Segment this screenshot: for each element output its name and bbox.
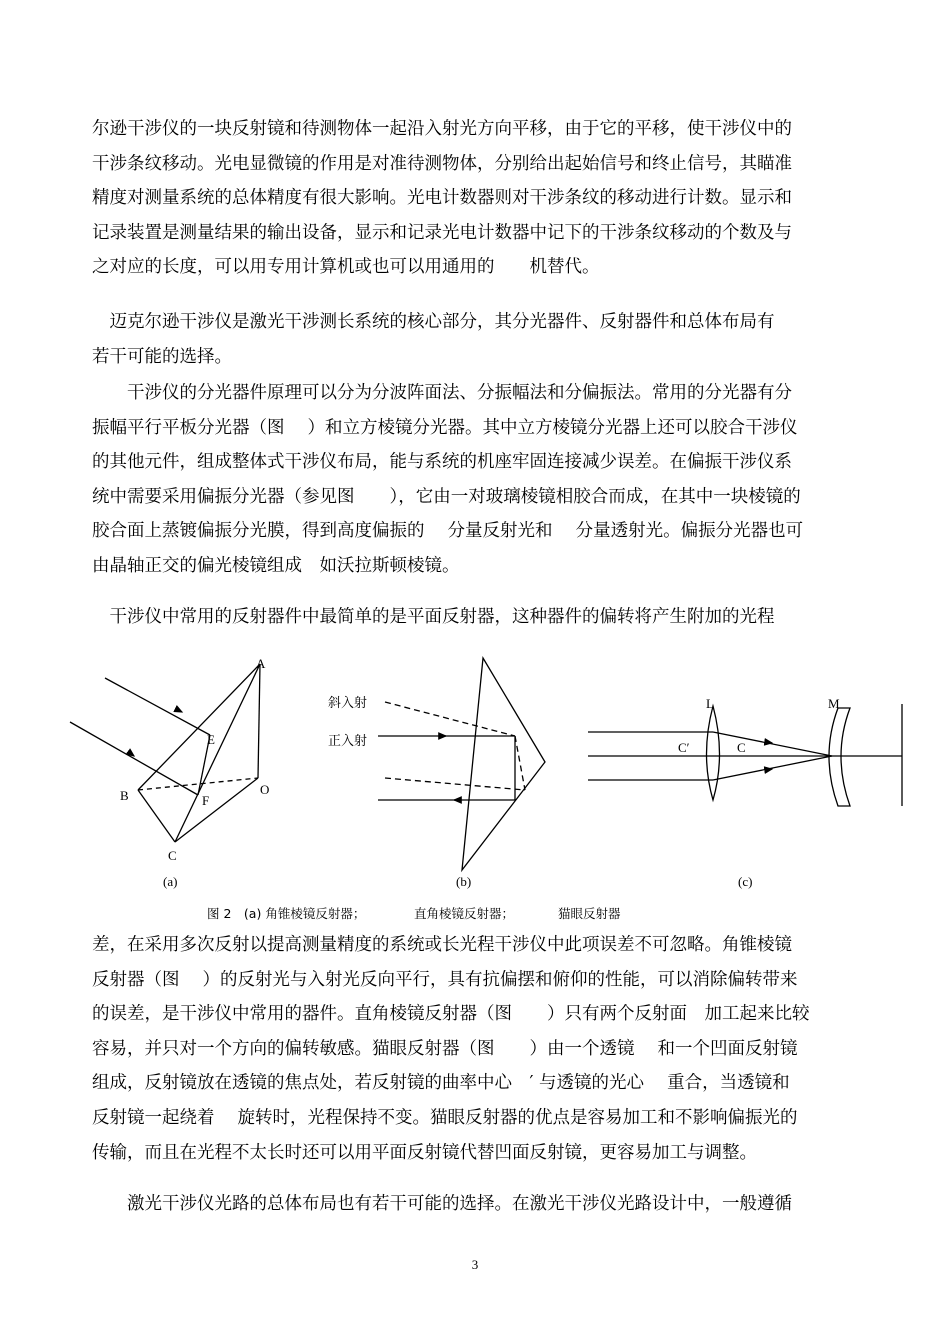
label-f-point: F <box>202 793 210 808</box>
text-line: 胶合面上蒸镀偏振分光膜，得到高度偏振的 分量反射光和 分量透射光。偏振分光器也可 <box>92 521 804 542</box>
label-o-vertex: O <box>260 782 270 797</box>
text-line: 由晶轴正交的偏光棱镜组成 如沃拉斯顿棱镜。 <box>92 555 460 576</box>
text-line: 之对应的长度，可以用专用计算机或也可以用通用的 机替代。 <box>92 257 600 278</box>
label-mirror-m: M <box>828 696 840 711</box>
subfigure-c-label: (c) <box>738 874 753 889</box>
label-lens-l: L <box>706 696 714 711</box>
text-line: 振幅平行平板分光器（图 ）和立方棱镜分光器。其中立方棱镜分光器上还可以胶合干涉仪 <box>92 417 798 438</box>
text-line: 反射镜一起绕着 旋转时，光程保持不变。猫眼反射器的优点是容易加工和不影响偏振光的 <box>92 1107 798 1128</box>
paragraph-3 <box>92 376 862 584</box>
text-line: 激光干涉仪光路的总体布局也有若干可能的选择。在激光干涉仪光路设计中，一般遵循 <box>92 1194 792 1214</box>
text-line: 尔逊干涉仪的一块反射镜和待测物体一起沿入射光方向平移，由于它的平移，使干涉仪中的 <box>92 119 792 139</box>
figure-2 <box>60 650 910 890</box>
caption-mid: 直角棱镜反射器； <box>414 906 515 921</box>
label-c-prime: C′ <box>678 740 690 755</box>
paragraph-4 <box>92 600 862 635</box>
text-line: 若干可能的选择。 <box>92 346 232 367</box>
paragraph-1 <box>92 112 862 285</box>
text-line: 组成，反射镜放在透镜的焦点处，若反射镜的曲率中心 ′ 与透镜的光心 重合，当透镜和 <box>92 1073 790 1094</box>
paragraph-2 <box>92 305 862 374</box>
cats-eye-reflector <box>588 704 902 806</box>
page-number: 3 <box>471 1257 479 1272</box>
figure-2-drawing <box>60 650 910 890</box>
paragraph-6 <box>92 1187 862 1222</box>
text-line: 容易，并只对一个方向的偏转敏感。猫眼反射器（图 ）由一个透镜 和一个凹面反射镜 <box>92 1038 798 1059</box>
right-angle-prism-reflector <box>378 658 545 870</box>
label-c-vertex: C <box>168 848 177 863</box>
text-line: 统中需要采用偏振分光器（参见图 ），它由一对玻璃棱镜相胶合而成，在其中一块棱镜的 <box>92 486 801 507</box>
text-line: 的其他元件，组成整体式干涉仪布局，能与系统的机座牢固连接减少误差。在偏振干涉仪系 <box>92 452 792 473</box>
caption-prefix: 图 2 (a) 角锥棱镜反射器； <box>207 906 366 921</box>
label-b-vertex: B <box>120 788 129 803</box>
text-line: 精度对测量系统的总体精度有很大影响。光电计数器则对干涉条纹的移动进行计数。显示和 <box>92 188 792 209</box>
caption-end: 猫眼反射器 <box>558 906 621 921</box>
text-line: 干涉仪的分光器件原理可以分为分波阵面法、分振幅法和分偏振法。常用的分光器有分 <box>92 383 792 403</box>
text-line: 反射器（图 ）的反射光与入射光反向平行，具有抗偏摆和俯仰的性能，可以消除偏转带来 <box>92 969 798 990</box>
label-c-center: C <box>737 740 746 755</box>
text-line: 干涉条纹移动。光电显微镜的作用是对准待测物体，分别给出起始信号和终止信号，其瞄准 <box>92 153 792 174</box>
paragraph-5 <box>92 928 862 1170</box>
label-a-vertex: A <box>256 656 266 671</box>
text-line: 传输，而且在光程不太长时还可以用平面反射镜代替凹面反射镜，更容易加工与调整。 <box>92 1142 757 1163</box>
text-line: 记录装置是测量结果的输出设备，显示和记录光电计数器中记下的干涉条纹移动的个数及与 <box>92 222 792 243</box>
text-line: 差，在采用多次反射以提高测量精度的系统或长光程干涉仪中此项误差不可忽略。角锥棱镜 <box>92 935 792 955</box>
text-line: 迈克尔逊干涉仪是激光干涉测长系统的核心部分，其分光器件、反射器件和总体布局有 <box>92 312 775 332</box>
label-e-point: E <box>207 732 215 747</box>
text-line: 干涉仪中常用的反射器件中最简单的是平面反射器，这种器件的偏转将产生附加的光程 <box>92 607 775 627</box>
subfigure-b-label: (b) <box>456 874 472 889</box>
label-oblique-incidence: 斜入射 <box>328 695 368 710</box>
subfigure-a-label: (a) <box>163 874 178 889</box>
label-normal-incidence: 正入射 <box>328 733 368 748</box>
corner-cube-reflector <box>70 664 260 842</box>
text-line: 的误差，是干涉仪中常用的器件。直角棱镜反射器（图 ）只有两个反射面 加工起来比较 <box>92 1004 810 1025</box>
